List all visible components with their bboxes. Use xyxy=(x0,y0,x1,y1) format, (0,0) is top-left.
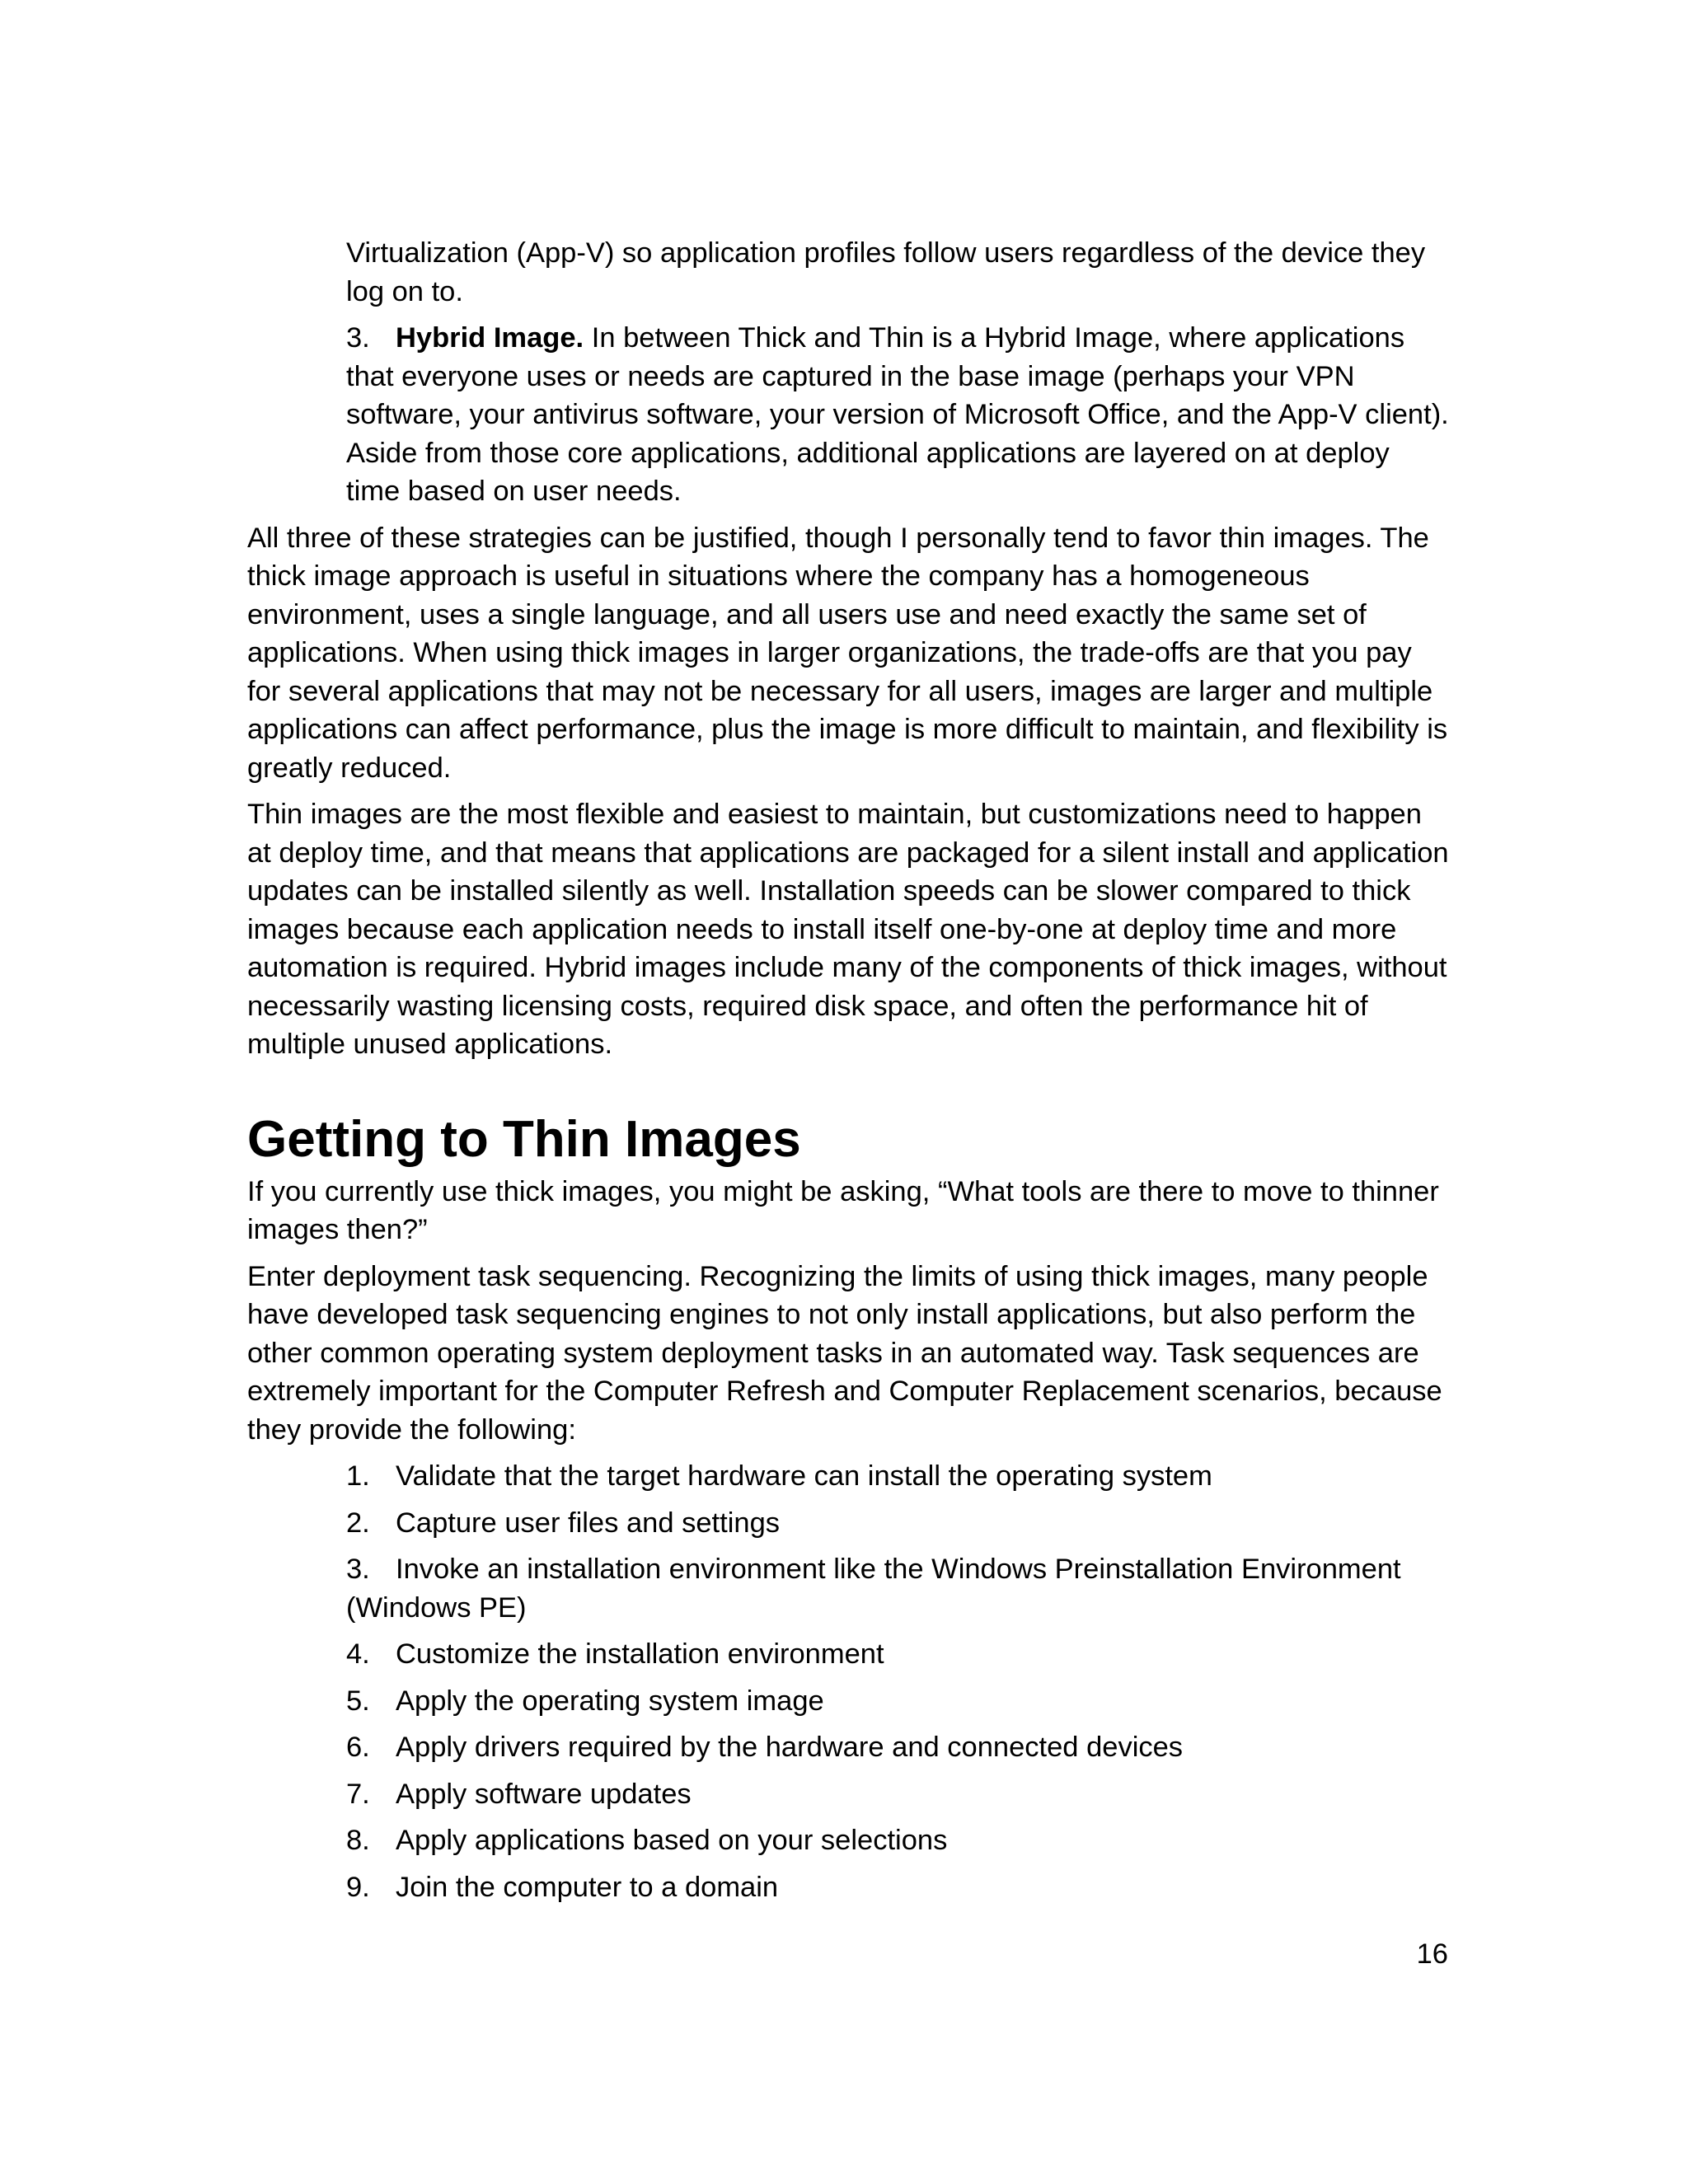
list-item-number: 3. xyxy=(346,322,370,354)
list-item-number: 4. xyxy=(346,1638,370,1670)
list-item-title: Hybrid Image. xyxy=(396,322,584,354)
list-item-text: Apply applications based on your selections xyxy=(396,1825,948,1856)
list-item xyxy=(346,1821,1451,1860)
list-item-number: 3. xyxy=(346,1554,370,1585)
list-item-number: 6. xyxy=(346,1732,370,1763)
list-item-text: Apply drivers required by the hardware and connected devices xyxy=(396,1732,1184,1763)
list-item-number: 2. xyxy=(346,1507,370,1539)
list-item-text: Validate that the target hardware can install the operating system xyxy=(396,1460,1212,1492)
section-heading: Getting to Thin Images xyxy=(247,1110,801,1168)
list-item xyxy=(346,1504,1451,1543)
page-content xyxy=(247,234,1451,1906)
list-item-number: 1. xyxy=(346,1460,370,1492)
list-item xyxy=(346,1682,1451,1721)
list-item xyxy=(346,1550,1451,1627)
list-item-text: Apply software updates xyxy=(396,1778,692,1810)
list-item-text: Join the computer to a domain xyxy=(396,1871,779,1903)
list-item xyxy=(346,1728,1451,1767)
list-item xyxy=(346,1868,1451,1907)
list-item xyxy=(346,1775,1451,1814)
body-paragraph-strategies: All three of these strategies can be justified, though I personally tend to favor thin images. The thick image approach is useful in situations where the company has a homogeneous environment, uses a single language, and all users use and need exactly the same set of applications. When using thick images in larger organizations, the trade-offs are that you pay for several applications that may not be necessary for all users, images are larger and multiple applications can affect performance, plus the image is more difficult to maintain, and flexibility is greatly reduced. xyxy=(247,522,1448,784)
list-item xyxy=(346,1457,1451,1496)
body-paragraph-question: If you currently use thick images, you might be asking, “What tools are there to move to thinner images then?” xyxy=(247,1175,1439,1245)
list-item-text: Apply the operating system image xyxy=(396,1685,824,1717)
hybrid-image-list-item xyxy=(346,319,1451,511)
task-sequence-list xyxy=(247,1457,1451,1906)
body-paragraph-thin-images: Thin images are the most flexible and easiest to maintain, but customizations need to happen at deploy time, and that means that applications are packaged for a silent install and application updates can be installed silently as well. Installation speeds can be slower compared to thick images because each application needs to install itself one-by-one at deploy time and more automation is required. Hybrid images include many of the components of thick images, without necessarily wasting licensing costs, required disk space, and often the performance hit of multiple unused applications. xyxy=(247,799,1449,1060)
list-item-text: Capture user files and settings xyxy=(396,1507,781,1539)
list-item-text: In between Thick and Thin is a Hybrid Image, where applications that everyone uses or needs are captured in the base image (perhaps your VPN software, your antivirus software, your version of Microsoft Office, and the App-V client). Aside from those core applications, additional applications are layered on at deploy time based on user needs. xyxy=(346,322,1449,507)
body-paragraph-task-sequencing: Enter deployment task sequencing. Recognizing the limits of using thick images, many people have developed task sequencing engines to not only install applications, but also perform the other common operating system deployment tasks in an automated way. Task sequences are extremely important for the Computer Refresh and Computer Replacement scenarios, because they provide the following: xyxy=(247,1260,1442,1446)
list-item-number: 7. xyxy=(346,1778,370,1810)
page-number: 16 xyxy=(1416,1938,1448,1970)
list-continuation-text: Virtualization (App-V) so application profiles follow users regardless of the device they log on to. xyxy=(346,237,1426,307)
list-item-number: 9. xyxy=(346,1871,370,1903)
list-item-number: 8. xyxy=(346,1825,370,1856)
list-item xyxy=(346,1635,1451,1674)
list-item-text: Invoke an installation environment like the Windows Preinstallation Environment (Windows PE) xyxy=(346,1554,1401,1624)
list-item-number: 5. xyxy=(346,1685,370,1717)
list-item-text: Customize the installation environment xyxy=(396,1638,884,1670)
